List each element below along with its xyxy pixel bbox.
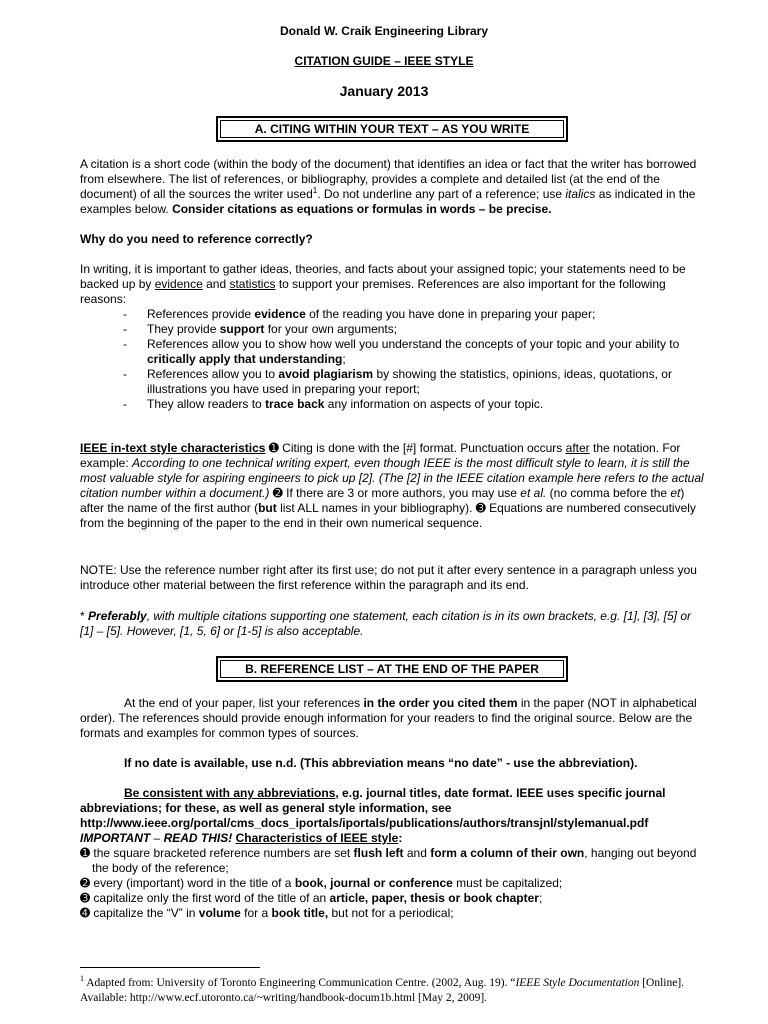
footnote-ref[interactable]: 1 xyxy=(312,186,318,195)
list-item: - They allow readers to trace back any information on aspects of your topic. xyxy=(123,397,544,411)
why-paragraph xyxy=(80,262,706,412)
intro-text-1: A citation is a short code (within the body of the document) that identifies an idea or fact that the writer has borrowed from elsewhere. The list of references, or bibliography, provides a complete and detailed list (at the end of the document) of all the sources the writer used xyxy=(80,157,697,201)
footnote-number: 1 xyxy=(80,974,84,984)
footnote: $^1$ Adapted from: University of Toronto Engineering Communication Centre. (2002, Aug. 19). “IEEE Style Documentation [Online]. Available: http://www.ecf.utoronto.ca/~writing/handbook-docum1b.html [May 2, 2009]. xyxy=(80,974,685,1004)
preferably-paragraph xyxy=(80,609,706,639)
preferably-text: , with multiple citations supporting one statement, each citation is in its own brackets, e.g. [1], [3], [5] or [1] – [5]. However, [1, 5, 6] or [1-5] is also acceptable. xyxy=(80,609,691,638)
list-item: ➍ capitalize the “V” in volume for a book title, but not for a periodical; xyxy=(80,906,454,920)
ieee-example: According to one technical writing expert, even though IEEE is the most difficult style to learn, it is still the most valuable style for aspiring engineers to pick up [2]. (The [2] in the IEEE citation example here refers to the actual citation number within a document.) xyxy=(80,456,704,500)
ieee-heading: IEEE in-text style characteristics xyxy=(80,441,266,455)
library-name: Donald W. Craik Engineering Library xyxy=(279,24,489,38)
section-a-heading: A. CITING WITHIN YOUR TEXT – AS YOU WRITE xyxy=(220,120,564,138)
important-heading: IMPORTANT – READ THIS! Characteristics of IEEE style: xyxy=(80,831,403,845)
why-text-1: In writing, it is important to gather ideas, theories, and facts about your assigned topic; your statements need to be backed up by xyxy=(80,262,686,291)
abbreviations-note: Be consistent with any abbreviations, e.g. journal titles, date format. IEEE uses specific journal abbreviations; for these, as well as general style information, see http://www.ieee.org/portal/cms_docs_iportals/iportals/publications/authors/transjnl/stylemanual.pdf xyxy=(80,786,666,830)
number-3-icon: ➌ xyxy=(475,501,486,515)
why-statistics: statistics xyxy=(229,277,276,291)
reference-list-paragraph: At the end of your paper, list your references in the order you cited them in the paper (NOT in alphabetical order). The references should provide enough information for your readers to find the original source. Below are the formats and examples for common types of sources. xyxy=(80,696,697,740)
list-item: ➌ capitalize only the first word of the title of an article, paper, thesis or book chapter; xyxy=(80,891,543,905)
section-b-heading: B. REFERENCE LIST – AT THE END OF THE PAPER xyxy=(220,660,564,678)
preferably-bold: Preferably xyxy=(88,609,147,623)
intro-italics: italics xyxy=(565,187,596,201)
number-2-icon: ➋ xyxy=(80,876,91,890)
number-4-icon: ➍ xyxy=(80,906,91,920)
why-and: and xyxy=(202,277,230,291)
guide-title: CITATION GUIDE – IEEE STYLE xyxy=(294,54,474,68)
intro-bold: Consider citations as equations or formulas in words – be precise. xyxy=(172,202,552,216)
number-1-icon: ➊ xyxy=(268,441,279,455)
number-2-icon: ➋ xyxy=(272,486,283,500)
why-heading: Why do you need to reference correctly? xyxy=(80,232,313,246)
why-evidence: evidence xyxy=(154,277,203,291)
section-a-heading-box xyxy=(216,116,568,142)
intro-paragraph xyxy=(80,157,706,217)
list-item: ➊ the square bracketed reference numbers are set flush left and form a column of their own, hanging out beyond the body of the reference; xyxy=(80,846,697,875)
footnote-divider xyxy=(80,967,260,968)
reasons-list xyxy=(80,307,706,412)
intro-text-3: as indicated in the examples below. xyxy=(80,187,696,216)
guide-date: January 2013 xyxy=(339,83,429,99)
ieee-characteristics-paragraph: IEEE in-text style characteristics ➊ Citing is done with the [#] format. Punctuation occurs after the notation. For example: According to one technical writing expert, even though IEEE is the most difficult style to learn, it is still the most valuable style for aspiring engineers to pick up [2]. (The [2] in the IEEE citation example here refers to the actual citation number within a document.) ➋ If there are 3 or more authors, you may use et al. (no comma before the et) after the name of the first author (but list ALL names in your bibliography). ➌ Equations are numbered consecutively from the beginning of the paper to the end in their own numerical sequence. xyxy=(80,441,704,530)
number-1-icon: ➊ xyxy=(80,846,91,860)
list-item: - References provide evidence of the reading you have done in preparing your paper; xyxy=(123,307,596,321)
section-b-heading-box xyxy=(216,656,568,682)
asterisk: * xyxy=(80,609,89,623)
list-item: ➋ every (important) word in the title of a book, journal or conference must be capitalized; xyxy=(80,876,563,890)
list-item: - References allow you to avoid plagiarism by showing the statistics, opinions, ideas, quotations, or illustrations you have used in preparing your report; xyxy=(123,367,672,396)
no-date-note: If no date is available, use n.d. (This abbreviation means “no date” - use the abbreviation). xyxy=(124,756,638,770)
note-paragraph: NOTE: Use the reference number right after its first use; do not put it after every sentence in a paragraph unless you introduce other material between the first reference within the paragraph and its end. xyxy=(80,563,697,592)
why-text-2: to support your premises. References are also important for the following reasons: xyxy=(80,277,666,306)
list-item: - References allow you to show how well you understand the concepts of your topic and your ability to critically apply that understanding; xyxy=(123,337,680,366)
ieee-style-list xyxy=(80,846,706,921)
intro-text-2: . Do not underline any part of a reference; use xyxy=(317,187,566,201)
number-3-icon: ➌ xyxy=(80,891,91,905)
list-item: - They provide support for your own arguments; xyxy=(123,322,398,336)
